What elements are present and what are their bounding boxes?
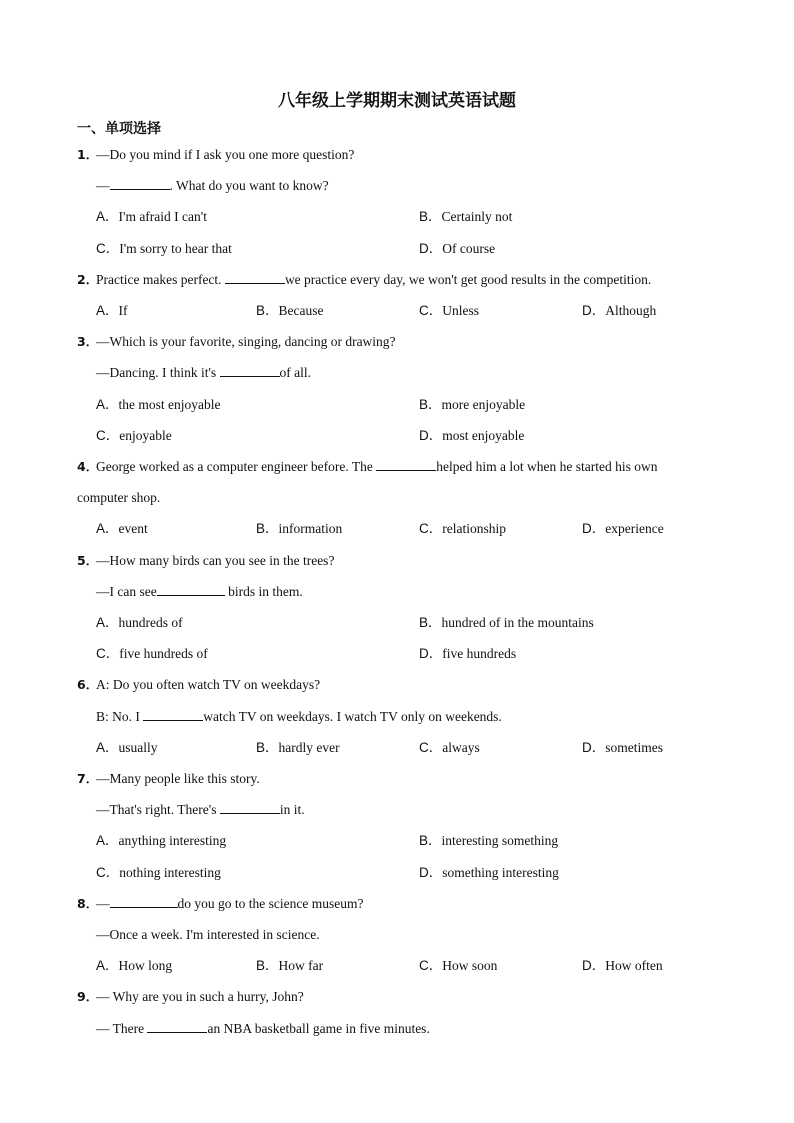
page-title: 八年级上学期期末测试英语试题 <box>278 91 516 111</box>
question-number: 3． <box>77 334 99 350</box>
question-text: computer shop. <box>77 490 161 506</box>
option-text: information <box>278 521 343 537</box>
option-letter: D． <box>419 240 443 256</box>
question-line <box>77 988 304 1006</box>
question-text: —Once a week. I'm interested in science. <box>96 927 320 942</box>
answer-option[interactable] <box>96 614 183 632</box>
option-letter: C． <box>419 303 443 318</box>
option-letter: A． <box>96 833 119 849</box>
question-text: — <box>96 178 110 194</box>
answer-option[interactable] <box>419 957 497 975</box>
question-text: —Many people like this story. <box>96 771 260 786</box>
question-text: in it. <box>279 802 305 818</box>
option-text: enjoyable <box>119 427 172 443</box>
option-letter: B． <box>256 958 279 974</box>
option-text: I'm sorry to hear that <box>119 240 232 256</box>
question-text: do you go to the science museum? <box>177 895 364 911</box>
question-line <box>77 489 160 507</box>
option-text: most enjoyable <box>442 427 525 443</box>
option-letter: D． <box>582 739 606 755</box>
option-letter: B． <box>419 396 442 412</box>
answer-option[interactable] <box>96 864 221 882</box>
answer-option[interactable] <box>419 520 506 538</box>
option-letter: B． <box>256 303 279 318</box>
option-letter: C． <box>96 646 120 662</box>
question-number: 2． <box>77 271 99 287</box>
question-line <box>96 801 305 819</box>
question-line <box>96 926 320 944</box>
option-text: Because <box>278 303 324 318</box>
answer-option[interactable] <box>96 645 208 663</box>
answer-option[interactable] <box>419 645 516 663</box>
option-letter: A． <box>96 958 119 974</box>
answer-option[interactable] <box>96 520 148 538</box>
question-number: 5． <box>77 552 99 568</box>
option-text: more enjoyable <box>441 396 526 412</box>
answer-option[interactable] <box>256 520 342 538</box>
option-letter: B． <box>419 833 442 849</box>
option-text: anything interesting <box>118 833 227 849</box>
question-text: — <box>96 895 110 911</box>
option-letter: C． <box>96 864 120 880</box>
option-letter: A． <box>96 303 119 318</box>
option-text: five hundreds <box>442 646 517 662</box>
question-number: 4． <box>77 459 99 474</box>
question-text: . What do you want to know? <box>169 178 329 194</box>
answer-option[interactable] <box>582 739 663 757</box>
answer-option[interactable] <box>96 739 158 757</box>
option-text: I'm afraid I can't <box>118 209 207 225</box>
answer-option[interactable] <box>96 208 207 226</box>
option-letter: C． <box>96 427 120 443</box>
question-line <box>96 1020 430 1038</box>
option-text: sometimes <box>605 739 663 755</box>
question-line <box>96 583 303 601</box>
question-text: Practice makes perfect. <box>96 271 225 287</box>
question-line <box>96 708 502 726</box>
option-text: How soon <box>442 958 498 974</box>
option-text: How often <box>605 958 663 974</box>
question-line <box>77 458 658 476</box>
option-letter: A． <box>96 209 119 225</box>
option-text: hundred of in the mountains <box>441 615 594 630</box>
option-text: five hundreds of <box>119 646 208 662</box>
option-text: Certainly not <box>441 209 513 225</box>
option-text: always <box>442 739 480 755</box>
option-text: experience <box>605 521 664 537</box>
option-text: Although <box>605 303 657 318</box>
answer-option[interactable] <box>256 957 323 975</box>
answer-blank[interactable] <box>143 708 203 721</box>
question-line <box>77 676 321 694</box>
option-text: nothing interesting <box>119 864 221 880</box>
answer-option[interactable] <box>419 739 480 757</box>
question-text: watch TV on weekdays. I watch TV only on weekends. <box>203 708 502 724</box>
answer-option[interactable] <box>419 208 512 226</box>
answer-option[interactable] <box>96 832 226 850</box>
answer-option[interactable] <box>582 520 664 538</box>
answer-option[interactable] <box>96 427 172 445</box>
question-text: —How many birds can you see in the trees? <box>96 552 335 568</box>
question-text: we practice every day, we won't get good results in the competition. <box>284 271 652 287</box>
answer-option[interactable] <box>582 957 663 975</box>
answer-option[interactable] <box>419 240 495 258</box>
option-letter: B． <box>256 739 279 755</box>
option-letter: C． <box>419 739 443 755</box>
option-text: How long <box>118 958 173 974</box>
answer-option[interactable] <box>96 957 172 975</box>
option-text: something interesting <box>442 864 559 880</box>
option-text: interesting something <box>441 833 559 849</box>
question-line <box>96 177 329 195</box>
answer-blank[interactable] <box>110 177 170 190</box>
option-text: If <box>118 303 128 318</box>
question-text: —That's right. There's <box>96 802 220 818</box>
question-text: B: No. I <box>96 708 144 724</box>
answer-option[interactable] <box>419 302 479 320</box>
answer-blank[interactable] <box>376 458 436 471</box>
question-number: 8． <box>77 895 99 911</box>
option-letter: D． <box>582 303 606 318</box>
option-text: hundreds of <box>118 615 183 630</box>
option-letter: D． <box>419 646 443 662</box>
section-heading: 一、单项选择 <box>77 121 161 137</box>
option-letter: D． <box>582 521 606 537</box>
option-letter: B． <box>256 521 279 537</box>
question-text: —Dancing. I think it's <box>96 365 220 381</box>
question-text: A: Do you often watch TV on weekdays? <box>96 677 321 693</box>
answer-blank[interactable] <box>220 364 280 377</box>
answer-blank[interactable] <box>157 583 225 596</box>
option-text: Unless <box>442 303 479 318</box>
option-text: Of course <box>442 240 496 256</box>
answer-option[interactable] <box>419 832 558 850</box>
answer-option[interactable] <box>96 396 221 414</box>
question-text: an NBA basketball game in five minutes. <box>207 1020 430 1036</box>
question-line <box>77 770 260 788</box>
option-text: How far <box>278 958 324 974</box>
answer-option[interactable] <box>96 302 128 320</box>
option-letter: D． <box>582 958 606 974</box>
question-line <box>77 552 335 570</box>
option-letter: A． <box>96 615 119 630</box>
option-letter: A． <box>96 396 119 412</box>
option-text: relationship <box>442 521 506 537</box>
question-line <box>96 364 311 382</box>
answer-option[interactable] <box>419 427 524 445</box>
option-letter: A． <box>96 521 119 537</box>
option-text: event <box>118 521 148 537</box>
question-text: birds in them. <box>224 583 303 599</box>
question-line <box>77 146 355 164</box>
answer-option[interactable] <box>256 739 340 757</box>
answer-option[interactable] <box>419 396 525 414</box>
option-letter: D． <box>419 864 443 880</box>
option-letter: D． <box>419 427 443 443</box>
question-text: —Which is your favorite, singing, dancing or drawing? <box>96 334 396 350</box>
option-text: usually <box>118 739 158 755</box>
answer-option[interactable] <box>256 302 324 320</box>
question-text: helped him a lot when he started his own <box>436 459 658 474</box>
question-line <box>77 333 396 351</box>
question-line <box>77 271 652 289</box>
option-letter: B． <box>419 615 442 630</box>
option-text: hardly ever <box>278 739 340 755</box>
option-letter: C． <box>419 958 443 974</box>
question-number: 1． <box>77 147 99 162</box>
option-text: the most enjoyable <box>118 396 221 412</box>
answer-option[interactable] <box>582 302 656 320</box>
question-line <box>77 895 364 913</box>
answer-option[interactable] <box>96 240 232 258</box>
question-text: of all. <box>279 365 312 381</box>
option-letter: B． <box>419 209 442 225</box>
question-number: 6． <box>77 677 99 693</box>
answer-option[interactable] <box>419 614 594 632</box>
option-letter: A． <box>96 739 119 755</box>
answer-blank[interactable] <box>220 801 280 814</box>
answer-option[interactable] <box>419 864 559 882</box>
answer-blank[interactable] <box>225 271 285 284</box>
question-text: —I can see <box>96 583 157 599</box>
question-text: — Why are you in such a hurry, John? <box>96 989 304 1005</box>
question-number: 9． <box>77 989 99 1005</box>
question-text: —Do you mind if I ask you one more question? <box>96 147 355 162</box>
answer-blank[interactable] <box>147 1020 207 1033</box>
question-number: 7． <box>77 771 99 786</box>
option-letter: C． <box>419 521 443 537</box>
option-letter: C． <box>96 240 120 256</box>
question-text: George worked as a computer engineer before. The <box>96 459 377 474</box>
answer-blank[interactable] <box>110 895 178 908</box>
question-text: — There <box>96 1020 148 1036</box>
